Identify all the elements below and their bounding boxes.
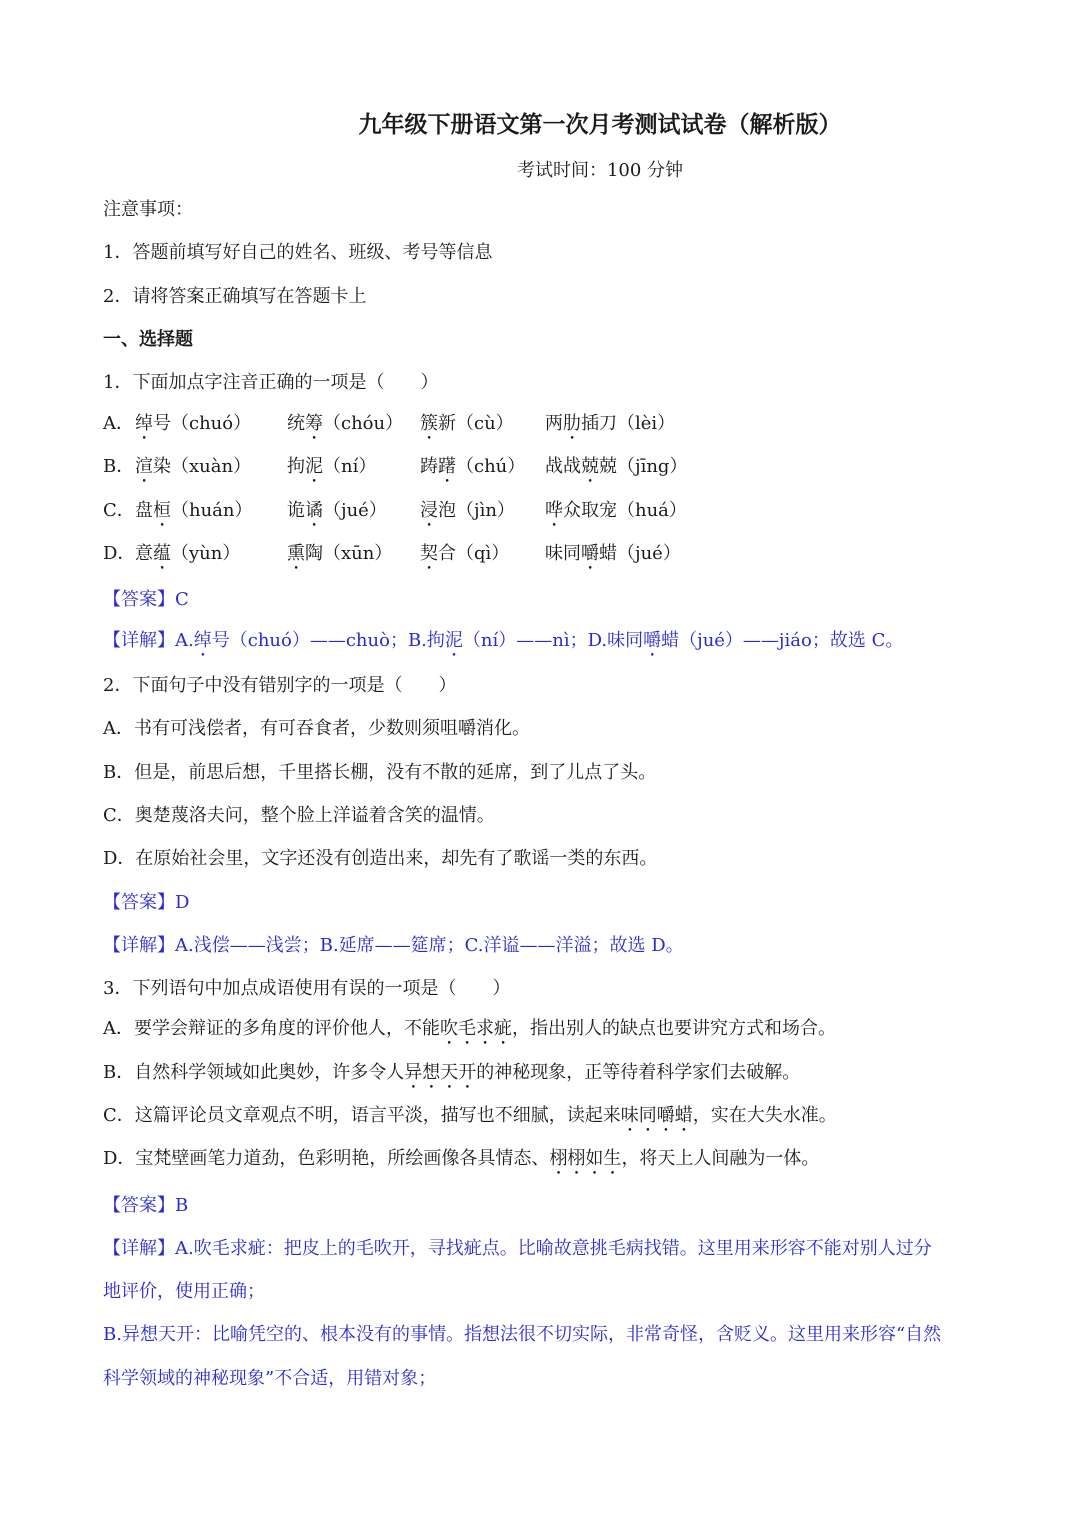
notes-heading: 注意事项： — [103, 199, 193, 220]
question-3-detail: 科学领域的神秘现象”不合适，用错对象； — [103, 1368, 437, 1389]
pinyin-item: 诡谲（jué） — [287, 500, 387, 521]
pinyin-item: 味同嚼蜡（jué） — [545, 543, 681, 564]
question-3-option: A．要学会辩证的多角度的评价他人，不能吹毛求疵，指出别人的缺点也要讲究方式和场合。 — [103, 1018, 836, 1039]
document-title: 九年级下册语文第一次月考测试试卷（解析版） — [358, 111, 842, 138]
question-2-option: C．奥楚蔑洛夫问，整个脸上洋谥着含笑的温情。 — [103, 805, 495, 826]
pinyin-item: 统筹（chóu） — [287, 413, 404, 434]
pinyin-item: 熏陶（xūn） — [287, 543, 393, 564]
pinyin-item: 盘桓（huán） — [135, 500, 253, 521]
pinyin-item: 拘泥（ní） — [287, 456, 377, 477]
question-1-stem: 1．下面加点字注音正确的一项是（ ） — [103, 372, 439, 393]
question-3-answer: 【答案】B — [103, 1195, 189, 1216]
note-item: 2．请将答案正确填写在答题卡上 — [103, 286, 367, 307]
pinyin-item: 绰号（chuó） — [135, 413, 252, 434]
question-1-answer: 【答案】C — [103, 589, 189, 610]
question-1-option-row — [103, 411, 803, 437]
pinyin-item: 渲染（xuàn） — [135, 456, 252, 477]
question-2-option: D．在原始社会里，文字还没有创造出来，却先有了歌谣一类的东西。 — [103, 848, 658, 869]
option-label: A． — [103, 413, 134, 434]
question-3-stem: 3．下列语句中加点成语使用有误的一项是（ ） — [103, 978, 511, 999]
pinyin-item: 战战兢兢（jīng） — [545, 456, 688, 477]
question-2-answer: 【答案】D — [103, 892, 190, 913]
note-item: 1．答题前填写好自己的姓名、班级、考号等信息 — [103, 242, 493, 263]
pinyin-item: 踌躇（chú） — [420, 456, 526, 477]
question-3-detail: B.异想天开：比喻凭空的、根本没有的事情。指想法很不切实际，非常奇怪，含贬义。这里用来形容“自然 — [103, 1324, 942, 1345]
question-2-detail: 【详解】A.浅偿——浅尝；B.延席——筵席；C.洋谥——洋溢；故选 D。 — [103, 935, 684, 956]
question-1-option-row — [103, 541, 803, 567]
question-1-detail: 【详解】A.绰号（chuó）——chuò；B.拘泥（ní）——nì；D.味同嚼蜡（jué）——jiáo；故选 C。 — [103, 630, 904, 651]
question-1-option-row — [103, 498, 803, 524]
question-2-option: B．但是，前思后想，千里搭长棚，没有不散的延席，到了儿点了头。 — [103, 762, 657, 783]
pinyin-item: 哗众取宠（huá） — [545, 500, 687, 521]
option-label: C． — [103, 500, 135, 521]
pinyin-item: 簇新（cù） — [420, 413, 514, 434]
question-2-option: A．书有可浅偿者，有可吞食者，少数则须咀嚼消化。 — [103, 718, 530, 739]
pinyin-item: 契合（qì） — [420, 543, 510, 564]
question-3-option: D．宝梵壁画笔力道劲，色彩明艳，所绘画像各具情态、栩栩如生，将天上人间融为一体。 — [103, 1148, 820, 1169]
question-1-option-row — [103, 454, 803, 480]
pinyin-item: 意蕴（yùn） — [135, 543, 241, 564]
exam-time: 考试时间：100 分钟 — [516, 160, 684, 181]
option-label: D． — [103, 543, 136, 564]
question-3-option: B．自然科学领域如此奥妙，许多令人异想天开的神秘现象，正等待着科学家们去破解。 — [103, 1062, 801, 1083]
question-2-stem: 2．下面句子中没有错别字的一项是（ ） — [103, 675, 457, 696]
question-3-detail: 【详解】A.吹毛求疵：把皮上的毛吹开，寻找疵点。比喻故意挑毛病找错。这里用来形容不能对别人过分 — [103, 1238, 932, 1259]
question-3-detail: 地评价，使用正确； — [103, 1281, 265, 1302]
pinyin-item: 两肋插刀（lèi） — [545, 413, 676, 434]
question-3-option: C．这篇评论员文章观点不明，语言平淡，描写也不细腻，读起来味同嚼蜡，实在大失水准。 — [103, 1105, 837, 1126]
option-label: B． — [103, 456, 135, 477]
section-heading: 一、选择题 — [103, 329, 193, 350]
pinyin-item: 浸泡（jìn） — [420, 500, 515, 521]
